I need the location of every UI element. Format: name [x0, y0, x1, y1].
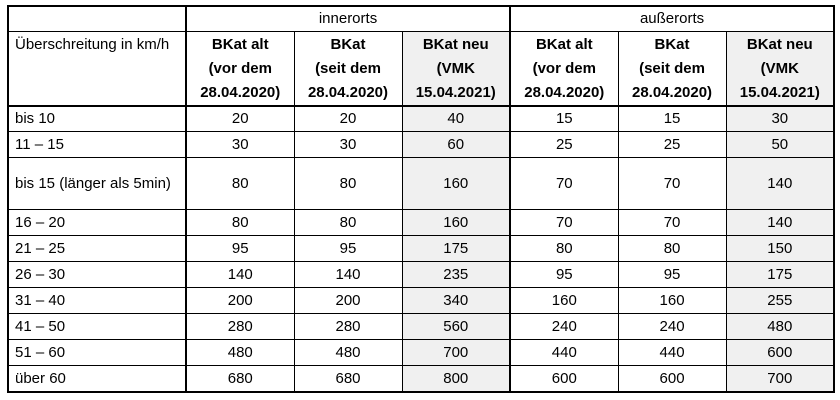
fine-value: 160 [402, 158, 510, 210]
row-label: 21 – 25 [8, 236, 186, 262]
column-header-line: 28.04.2020) [631, 83, 713, 101]
fine-value: 140 [726, 158, 834, 210]
fine-value: 80 [618, 236, 726, 262]
fine-value: 70 [510, 210, 618, 236]
column-header-line: 15.04.2021) [739, 83, 820, 101]
fines-table [7, 5, 835, 393]
group-header-innerorts: innerorts [186, 6, 510, 31]
fine-value: 240 [510, 314, 618, 340]
row-label: über 60 [8, 366, 186, 392]
fine-value: 200 [294, 288, 402, 314]
column-header-line: (vor dem [532, 59, 596, 77]
column-header-bkat-neu-innerorts [402, 31, 510, 106]
table-row [8, 158, 834, 210]
fine-value: 25 [618, 132, 726, 158]
column-header-bkat-innerorts [294, 31, 402, 106]
column-header-line: (vor dem [208, 59, 272, 77]
fine-value: 20 [294, 106, 402, 132]
fine-value: 240 [618, 314, 726, 340]
row-label: bis 10 [8, 106, 186, 132]
fine-value: 95 [510, 262, 618, 288]
fine-value: 15 [510, 106, 618, 132]
column-header-bkat-neu-ausserorts [726, 31, 834, 106]
column-header-line: (VMK [760, 59, 799, 77]
fine-value: 600 [510, 366, 618, 392]
fine-value: 30 [294, 132, 402, 158]
column-header-line: BKat [330, 35, 366, 53]
group-header-ausserorts: außerorts [510, 6, 834, 31]
table-row [8, 314, 834, 340]
column-header-row [8, 31, 834, 106]
fine-value: 480 [726, 314, 834, 340]
fine-value: 80 [294, 210, 402, 236]
fine-value: 800 [402, 366, 510, 392]
row-dimension-label: Überschreitung in km/h [8, 31, 186, 106]
column-header-bkat-ausserorts [618, 31, 726, 106]
fine-value: 25 [510, 132, 618, 158]
fine-value: 340 [402, 288, 510, 314]
column-header-line: BKat alt [535, 35, 593, 53]
column-header-line: (VMK [436, 59, 475, 77]
fine-value: 20 [186, 106, 294, 132]
fine-value: 140 [726, 210, 834, 236]
fine-value: 160 [618, 288, 726, 314]
fine-value: 480 [294, 340, 402, 366]
group-header-row [8, 6, 834, 31]
fine-value: 700 [726, 366, 834, 392]
fine-value: 235 [402, 262, 510, 288]
column-header-line: BKat alt [211, 35, 269, 53]
fine-value: 95 [618, 262, 726, 288]
row-label: bis 15 (länger als 5min) [8, 158, 186, 210]
column-header-bkat-alt-ausserorts [510, 31, 618, 106]
column-header-line: 28.04.2020) [200, 83, 281, 101]
fine-value: 175 [726, 262, 834, 288]
fine-value: 140 [186, 262, 294, 288]
row-label: 26 – 30 [8, 262, 186, 288]
table-row [8, 340, 834, 366]
row-label: 31 – 40 [8, 288, 186, 314]
fine-value: 175 [402, 236, 510, 262]
fine-value: 680 [294, 366, 402, 392]
fine-value: 280 [186, 314, 294, 340]
fine-value: 160 [510, 288, 618, 314]
fine-value: 95 [294, 236, 402, 262]
fine-value: 80 [186, 210, 294, 236]
fine-value: 560 [402, 314, 510, 340]
column-header-line: BKat neu [746, 35, 813, 53]
column-header-line: 28.04.2020) [307, 83, 389, 101]
fine-value: 60 [402, 132, 510, 158]
corner-empty-cell [8, 6, 186, 31]
table-row [8, 132, 834, 158]
fine-value: 70 [618, 210, 726, 236]
fine-value: 30 [726, 106, 834, 132]
column-header-bkat-alt-innerorts [186, 31, 294, 106]
fine-value: 700 [402, 340, 510, 366]
fine-value: 50 [726, 132, 834, 158]
column-header-line: BKat [654, 35, 690, 53]
fine-value: 600 [726, 340, 834, 366]
fine-value: 15 [618, 106, 726, 132]
row-label: 41 – 50 [8, 314, 186, 340]
row-label: 51 – 60 [8, 340, 186, 366]
fine-value: 70 [618, 158, 726, 210]
column-header-line: 28.04.2020) [524, 83, 605, 101]
fine-value: 30 [186, 132, 294, 158]
table-row [8, 366, 834, 392]
fine-value: 255 [726, 288, 834, 314]
fine-value: 80 [186, 158, 294, 210]
column-header-line: BKat neu [422, 35, 489, 53]
table-row [8, 236, 834, 262]
fine-value: 150 [726, 236, 834, 262]
fine-value: 80 [294, 158, 402, 210]
table-row [8, 262, 834, 288]
fine-value: 40 [402, 106, 510, 132]
fine-value: 440 [618, 340, 726, 366]
fine-value: 140 [294, 262, 402, 288]
fine-value: 280 [294, 314, 402, 340]
fine-value: 600 [618, 366, 726, 392]
fine-value: 160 [402, 210, 510, 236]
column-header-line: (seit dem [639, 59, 705, 77]
fine-value: 480 [186, 340, 294, 366]
fine-value: 440 [510, 340, 618, 366]
fine-value: 200 [186, 288, 294, 314]
fine-value: 70 [510, 158, 618, 210]
fine-value: 80 [510, 236, 618, 262]
table-row [8, 106, 834, 132]
fine-value: 95 [186, 236, 294, 262]
row-label: 11 – 15 [8, 132, 186, 158]
fine-value: 680 [186, 366, 294, 392]
column-header-line: 15.04.2021) [415, 83, 496, 101]
table-row [8, 288, 834, 314]
table-row [8, 210, 834, 236]
column-header-line: (seit dem [315, 59, 381, 77]
row-label: 16 – 20 [8, 210, 186, 236]
